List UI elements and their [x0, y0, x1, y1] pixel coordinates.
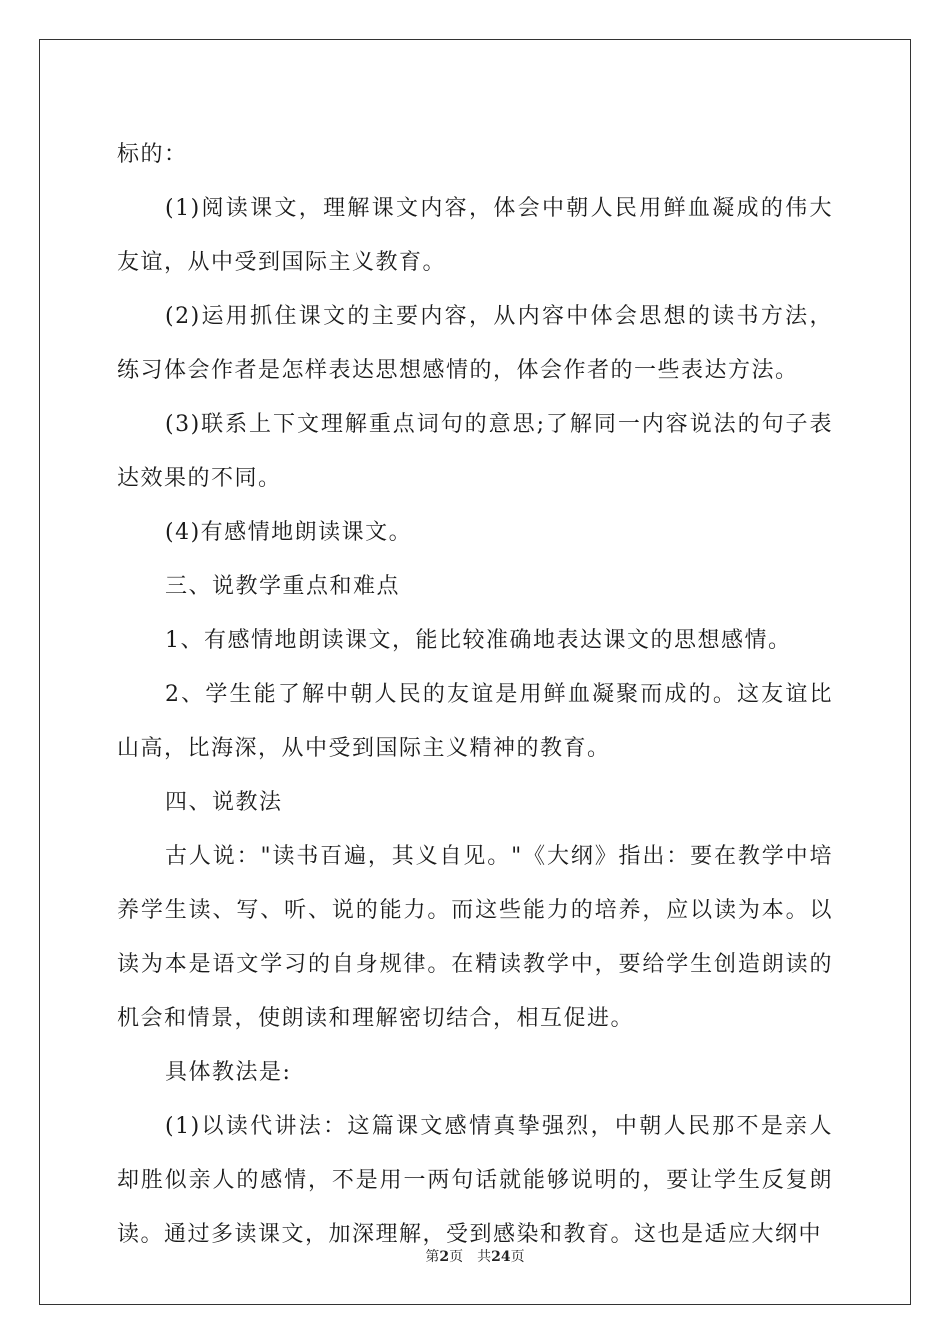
- paragraph-goal-4: (4)有感情地朗读课文。: [165, 520, 413, 545]
- section-heading-methods: 四、说教法: [165, 790, 283, 815]
- total-pages: 24: [491, 1249, 511, 1265]
- page-footer: [0, 1248, 950, 1266]
- paragraph-methods-intro: 古人说："读书百遍，其义自见。"《大纲》指出：要在教学中培养学生读、写、听、说的能力。而这些能力的培养，应以读为本。以读为本是语文学习的自身规律。在精读教学中，要给学生创造朗读的机会和情景，使朗读和理解密切结合，相互促进。: [117, 844, 833, 1031]
- paragraph-methods-lead: 具体教法是:: [165, 1060, 292, 1085]
- document-body: [117, 128, 833, 1262]
- page-unit: 页: [449, 1249, 464, 1265]
- page-number: 2: [439, 1249, 450, 1265]
- page-prefix: 第: [425, 1249, 440, 1265]
- paragraph-goal-2: (2)运用抓住课文的主要内容，从内容中体会思想的读书方法，练习体会作者是怎样表达思想感情的，体会作者的一些表达方法。: [117, 304, 833, 383]
- paragraph-key-point-2: 2、学生能了解中朝人民的友谊是用鲜血凝聚而成的。这友谊比山高，比海深，从中受到国际主义精神的教育。: [117, 682, 833, 761]
- paragraph-goal-3: (3)联系上下文理解重点词句的意思;了解同一内容说法的句子表达效果的不同。: [117, 412, 833, 491]
- section-heading-key-points: 三、说教学重点和难点: [165, 574, 401, 599]
- paragraph-continuation: 标的：: [117, 142, 188, 167]
- paragraph-method-1: (1)以读代讲法：这篇课文感情真挚强烈，中朝人民那不是亲人却胜似亲人的感情，不是用一两句话就能够说明的，要让学生反复朗读。通过多读课文，加深理解，受到感染和教育。这也是适应大纲中: [117, 1114, 833, 1247]
- total-unit: 页: [510, 1249, 525, 1265]
- paragraph-goal-1: (1)阅读课文，理解课文内容，体会中朝人民用鲜血凝成的伟大友谊，从中受到国际主义教育。: [117, 196, 833, 275]
- paragraph-key-point-1: 1、有感情地朗读课文，能比较准确地表达课文的思想感情。: [165, 628, 792, 653]
- total-prefix: 共: [477, 1249, 492, 1265]
